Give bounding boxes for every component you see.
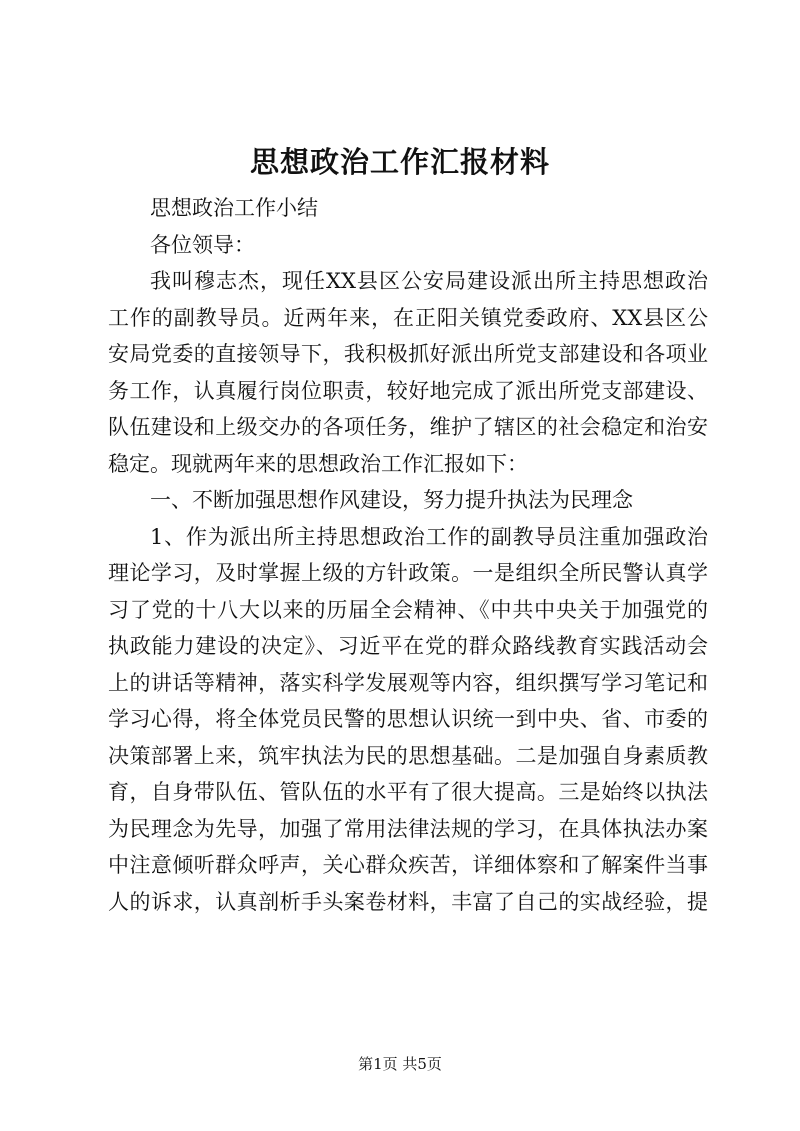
page-number: 第1页 共5页 (358, 1055, 442, 1073)
paragraph-line: 1、作为派出所主持思想政治工作的副教导员注重加强政治 (150, 524, 708, 549)
paragraph-line: 我叫穆志杰，现任XX县区公安局建设派出所主持思想政治 (150, 269, 708, 293)
paragraph-line: 上的讲话等精神，落实科学发展观等内容，组织撰写学习笔记和 (108, 670, 708, 695)
paragraph-line: 务工作，认真履行岗位职责，较好地完成了派出所党支部建设、 (108, 378, 708, 403)
paragraph-line: 安局党委的直接领导下，我积极抓好派出所党支部建设和各项业 (108, 342, 708, 366)
document-body (108, 190, 708, 920)
paragraph-line: 稳定。现就两年来的思想政治工作汇报如下： (108, 451, 528, 476)
paragraph-line: 工作的副教导员。近两年来，在正阳关镇党委政府、XX县区公 (108, 305, 708, 330)
paragraph-line: 执政能力建设的决定》、习近平在党的群众路线教育实践活动会 (108, 634, 708, 658)
document-title: 思想政治工作汇报材料 (249, 145, 550, 179)
paragraph-line: 人的诉求，认真剖析手头案卷材料，丰富了自己的实战经验，提 (108, 889, 708, 914)
paragraph-line: 理论学习，及时掌握上级的方针政策。一是组织全所民警认真学 (108, 561, 708, 585)
paragraph-line: 育，自身带队伍、管队伍的水平有了很大提高。三是始终以执法 (108, 780, 708, 804)
section-heading: 思想政治工作小结 (150, 196, 318, 220)
paragraph-line: 队伍建设和上级交办的各项任务，维护了辖区的社会稳定和治安 (108, 415, 708, 439)
paragraph-line: 为民理念为先导，加强了常用法律法规的学习，在具体执法办案 (108, 816, 708, 841)
paragraph-line: 决策部署上来，筑牢执法为民的思想基础。二是加强自身素质教 (108, 743, 708, 768)
salutation: 各位领导： (150, 232, 255, 257)
paragraph-line: 中注意倾听群众呼声，关心群众疾苦，详细体察和了解案件当事 (108, 853, 708, 877)
section-heading: 一、不断加强思想作风建设，努力提升执法为民理念 (150, 488, 633, 512)
paragraph-line: 习了党的十八大以来的历届全会精神、《中共中央关于加强党的 (108, 597, 708, 622)
paragraph-line: 学习心得，将全体党员民警的思想认识统一到中央、省、市委的 (108, 707, 708, 731)
